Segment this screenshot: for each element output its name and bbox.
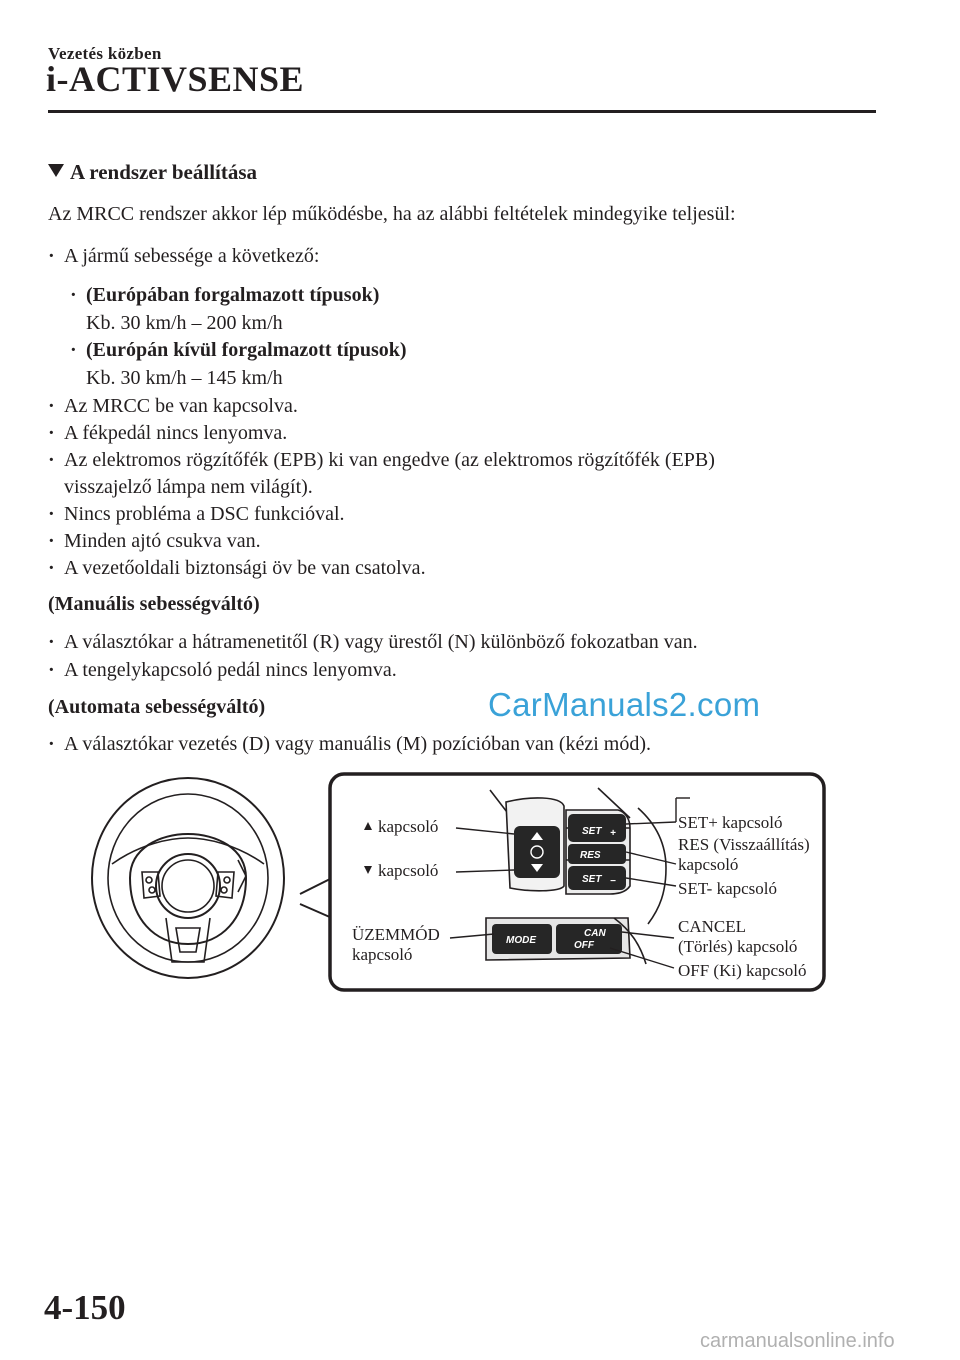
minus-sign: −: [610, 876, 616, 887]
res-label: RES (Visszaállítás): [678, 835, 810, 854]
subheading: [48, 160, 257, 185]
list-item: · Az elektromos rögzítőfék (EPB) ki van engedve (az elektromos rögzítőfék (EPB): [48, 449, 715, 471]
watermark: CarManuals2.com: [488, 686, 761, 723]
list-item-text: A választókar a hátramenetitől (R) vagy ürestől (N) különböző fokozatban van.: [64, 631, 698, 653]
footer-site: carmanualsonline.info: [700, 1330, 895, 1352]
mode-switch-label-line2: kapcsoló: [352, 945, 413, 964]
list-item-text: Minden ajtó csukva van.: [64, 530, 261, 552]
mode-switch-label: ÜZEMMÓD: [352, 925, 440, 944]
list-item-text: Nincs probléma a DSC funkcióval.: [64, 503, 345, 525]
list-item: · A fékpedál nincs lenyomva.: [48, 422, 288, 444]
plus-sign: +: [610, 828, 616, 839]
list-item: · Az MRCC be van kapcsolva.: [48, 395, 298, 417]
intro-paragraph: Az MRCC rendszer akkor lép működésbe, ha az alábbi feltételek mindegyike teljesül:: [48, 203, 736, 225]
mode-button-text: MODE: [506, 935, 536, 946]
chapter-title: i-ACTIVSENSE: [46, 59, 305, 99]
set-plus-button-text: SET: [582, 826, 602, 837]
list-item: · Nincs probléma a DSC funkcióval.: [48, 503, 345, 525]
header-rule: [48, 110, 876, 113]
list-item-text: A választókar vezetés (D) vagy manuális (M) pozícióban van (kézi mód).: [64, 733, 652, 755]
list-item: · A választókar a hátramenetitől (R) vagy ürestől (N) különböző fokozatban van.: [48, 631, 698, 653]
cancel-label: CANCEL: [678, 917, 746, 936]
list-item: · (Európán kívül forgalmazott típusok): [70, 339, 407, 361]
list-item-text: (Európán kívül forgalmazott típusok): [86, 339, 407, 361]
list-item: · A tengelykapcsoló pedál nincs lenyomva.: [48, 659, 397, 681]
triangle-down-icon: [48, 164, 64, 177]
automatic-transmission-heading: (Automata sebességváltó): [48, 696, 266, 718]
page-number: 4-150: [44, 1288, 126, 1327]
res-button-text: RES: [580, 850, 601, 861]
section-label: Vezetés közben: [48, 44, 162, 63]
res-label-line2: kapcsoló: [678, 855, 739, 874]
off-label: OFF (Ki) kapcsoló: [678, 961, 807, 980]
steering-wheel-figure: [90, 768, 830, 998]
speed-range: Kb. 30 km/h – 200 km/h: [86, 312, 283, 334]
cancel-button-text: CAN: [584, 928, 606, 939]
set-minus-label: SET- kapcsoló: [678, 879, 778, 898]
list-item: · Minden ajtó csukva van.: [48, 530, 261, 552]
list-item-text: A vezetőoldali biztonsági öv be van csatolva.: [64, 557, 426, 579]
down-switch-label: kapcsoló: [378, 861, 439, 880]
list-item: · A választókar vezetés (D) vagy manuális (M) pozícióban van (kézi mód).: [48, 733, 652, 755]
up-switch-label: kapcsoló: [378, 817, 439, 836]
callout-connector: [300, 878, 332, 918]
set-plus-label: SET+ kapcsoló: [678, 813, 783, 832]
set-minus-button-text: SET: [582, 874, 602, 885]
steering-wheel-illustration: [92, 778, 284, 978]
list-item: · A vezetőoldali biztonsági öv be van csatolva.: [48, 557, 426, 579]
list-item-text: (Európában forgalmazott típusok): [86, 284, 380, 306]
list-item-text: A fékpedál nincs lenyomva.: [64, 422, 288, 444]
cancel-label-line2: (Törlés) kapcsoló: [678, 937, 798, 956]
speed-range: Kb. 30 km/h – 145 km/h: [86, 367, 283, 389]
list-item-text: Az elektromos rögzítőfék (EPB) ki van engedve (az elektromos rögzítőfék (EPB): [64, 449, 715, 471]
subheading-text: A rendszer beállítása: [70, 160, 258, 184]
list-item-text: Az MRCC be van kapcsolva.: [64, 395, 298, 417]
manual-transmission-heading: (Manuális sebességváltó): [48, 593, 260, 615]
list-item-text: A tengelykapcsoló pedál nincs lenyomva.: [64, 659, 397, 681]
list-item: · (Európában forgalmazott típusok): [70, 284, 380, 306]
list-item-continuation: visszajelző lámpa nem világít).: [64, 476, 313, 498]
list-item-text: A jármű sebessége a következő:: [64, 245, 320, 267]
off-button-text: OFF: [574, 940, 594, 951]
list-item: · A jármű sebessége a következő:: [48, 245, 320, 267]
